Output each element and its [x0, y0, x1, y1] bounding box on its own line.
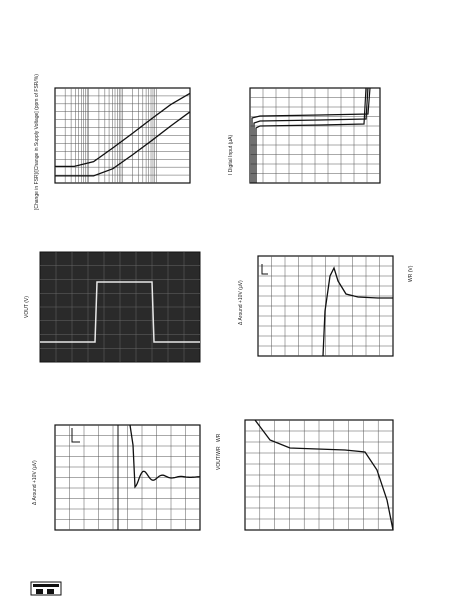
chart-psrr-vs-frequency	[55, 88, 190, 183]
chart-digital-input-current	[250, 88, 380, 183]
step-marker	[72, 428, 80, 442]
deviation-axis-label-left: Δ Around +10V (µV)	[32, 460, 38, 505]
grid-lines	[250, 88, 380, 183]
chart-wr-feedthrough	[245, 420, 393, 530]
chart-settling-mid	[258, 256, 393, 356]
series-line-1	[323, 268, 393, 356]
grid-lines	[55, 425, 200, 530]
vout-wr-label: VOUT/WR	[216, 446, 222, 470]
vout-axis-label: VOUT (V)	[24, 296, 30, 318]
step-marker	[262, 264, 268, 274]
psrr-axis-label: [Change in FSR]/[Change in Supply Voltage] (ppm of FSR/%)	[34, 74, 40, 210]
deviation-axis-label-mid: Δ Around +10V (µV)	[238, 280, 244, 325]
wr-label-left: WR	[216, 433, 222, 442]
chart-vout-pulse-scope	[40, 252, 200, 362]
chart-settling-left	[55, 425, 200, 530]
digital-input-axis-label: I Digital Input (µA)	[228, 134, 234, 175]
burr-brown-logo	[31, 582, 61, 595]
grid-lines	[55, 88, 190, 183]
wr-axis-label: WR (V)	[408, 265, 414, 282]
